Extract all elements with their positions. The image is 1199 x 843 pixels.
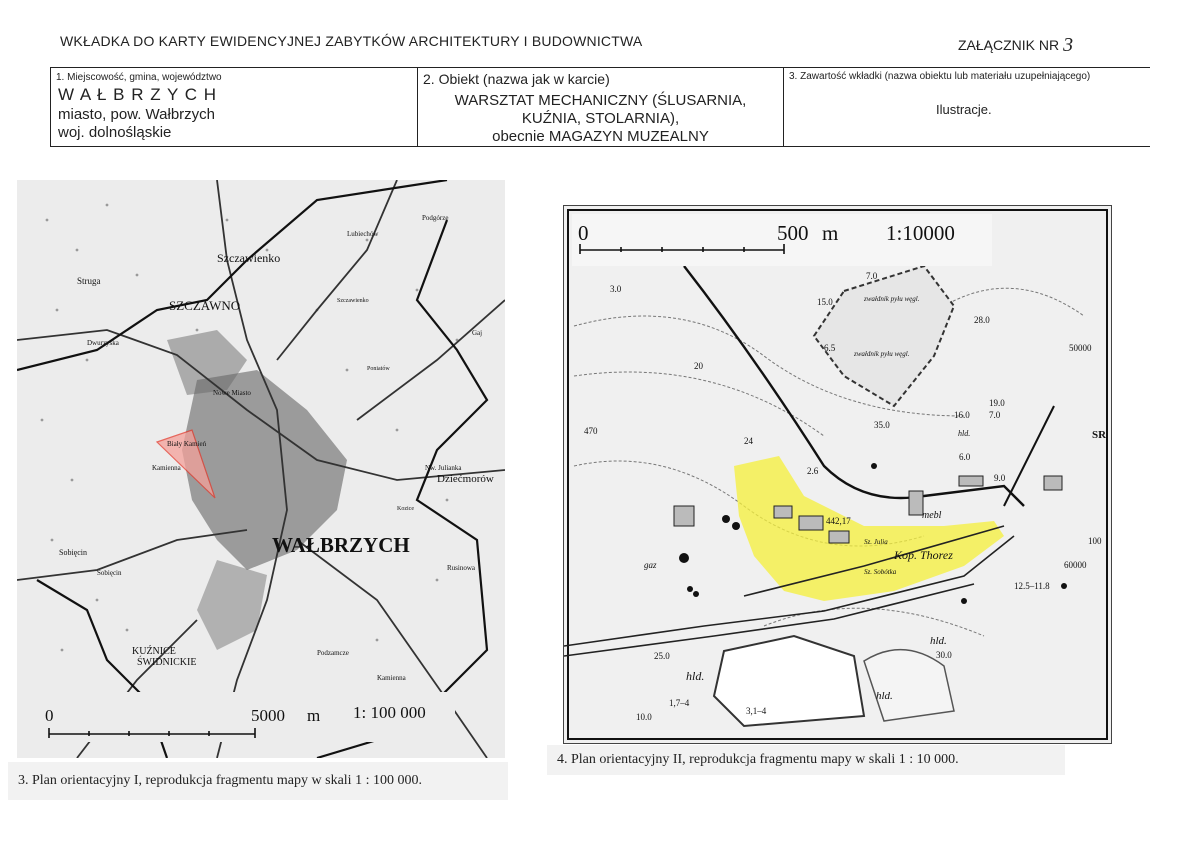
label-szczawienko: Szczawienko: [217, 251, 281, 265]
svg-text:6.5: 6.5: [824, 343, 836, 353]
detail-map-10k: [563, 205, 1112, 744]
svg-text:7.0: 7.0: [866, 271, 878, 281]
label-lubiechow: Lubiechów: [347, 230, 379, 238]
label-kamienna: Kamienna: [152, 464, 181, 472]
svg-text:10.0: 10.0: [636, 712, 652, 722]
locality-voivodeship: woj. dolnośląskie: [58, 124, 172, 141]
label-gaj: Gaj: [472, 329, 483, 337]
table-left-border: [50, 67, 51, 147]
label-podgorze: Podgórze: [422, 214, 449, 222]
scale-ratio-detail: 1:10000: [886, 221, 955, 245]
label-sz-julia: Sz. Julia: [864, 538, 888, 546]
svg-text:3,1–4: 3,1–4: [746, 706, 767, 716]
svg-text:60000: 60000: [1064, 560, 1087, 570]
label-sz-sobotka: Sz. Sobótka: [864, 568, 897, 576]
svg-text:470: 470: [584, 426, 598, 436]
svg-text:1,7–4: 1,7–4: [669, 698, 690, 708]
overview-map-drawing: [17, 180, 505, 758]
svg-text:30.0: 30.0: [936, 650, 952, 660]
page-title: WKŁADKA DO KARTY EWIDENCYJNEJ ZABYTKÓW ARCHITEKTURY I BUDOWNICTWA: [60, 33, 643, 49]
label-nw-julianka: Nw. Julianka: [425, 464, 462, 472]
locality-county: miasto, pow. Wałbrzych: [58, 106, 215, 123]
label-mebl: mebl: [922, 510, 942, 521]
object-name-line3: obecnie MAGAZYN MUZEALNY: [492, 128, 709, 145]
overview-map-100k: [17, 180, 505, 758]
label-walbrzych: WAŁBRZYCH: [272, 533, 410, 557]
label-swidnickie: ŚWIDNICKIE: [137, 657, 197, 668]
svg-text:7.0: 7.0: [989, 410, 1001, 420]
scale-distance-detail: 500: [777, 221, 809, 245]
label-sobiecin-dolny: Sobięcin: [97, 569, 122, 577]
annex-label: [958, 33, 1073, 56]
scale-unit-detail: m: [822, 221, 839, 245]
caption-map-10k: 4. Plan orientacyjny II, reprodukcja fragmentu mapy w skali 1 : 10 000.: [547, 745, 1065, 775]
label-hld-2: hld.: [930, 635, 947, 647]
label-dwurzyska: Dwurzyska: [87, 339, 119, 347]
scale-unit: m: [307, 706, 321, 725]
label-kop-thorez: Kop. Thorez: [894, 548, 953, 562]
label-hld-3: hld.: [876, 690, 893, 702]
contents-value: Ilustracje.: [936, 102, 992, 117]
svg-text:35.0: 35.0: [874, 420, 890, 430]
object-name-line2: KUŹNIA, STOLARNIA),: [521, 110, 680, 127]
label-sr: SR: [1092, 429, 1107, 441]
svg-text:15.0: 15.0: [817, 297, 833, 307]
label-hld-4: hld.: [958, 429, 971, 438]
scale-zero-detail: 0: [578, 221, 589, 245]
annex-label-text: ZAŁĄCZNIK NR: [958, 37, 1060, 53]
label-rusinowa: Rusinowa: [447, 564, 475, 572]
label-elevation: 442,17: [826, 516, 851, 526]
svg-text:3.0: 3.0: [610, 284, 622, 294]
svg-text:50000: 50000: [1069, 343, 1092, 353]
svg-text:9.0: 9.0: [994, 473, 1006, 483]
contents-label: 3. Zawartość wkładki (nazwa obiektu lub materiału uzupełniającego): [789, 71, 1091, 82]
label-heap-2: zwałdnik pyłu węgl.: [854, 350, 910, 358]
object-label: 2. Obiekt (nazwa jak w karcie): [423, 71, 610, 87]
svg-text:25.0: 25.0: [654, 651, 670, 661]
svg-text:28.0: 28.0: [974, 315, 990, 325]
label-kamienna-gora: Kamienna: [377, 674, 406, 682]
svg-text:2.6: 2.6: [807, 466, 819, 476]
locality-city: W A Ł B R Z Y C H: [58, 85, 218, 104]
label-kozice: Kozice: [397, 506, 414, 512]
label-hld-1: hld.: [686, 669, 705, 683]
label-nowe-miasto: Nowe Miasto: [213, 389, 251, 397]
svg-text:16.0: 16.0: [954, 410, 970, 420]
scale-zero: 0: [45, 706, 54, 725]
caption-map-100k: 3. Plan orientacyjny I, reprodukcja fragmentu mapy w skali 1 : 100 000.: [8, 762, 508, 800]
label-szczawienko-small: Szczawienko: [337, 298, 369, 304]
scale-ratio: 1: 100 000: [353, 703, 426, 722]
annex-number: 3: [1063, 34, 1074, 56]
label-sobiecin: Sobięcin: [59, 548, 87, 557]
svg-text:19.0: 19.0: [989, 398, 1005, 408]
label-struga: Struga: [77, 276, 101, 286]
svg-text:20: 20: [694, 361, 703, 371]
label-kuznice: KUŹNICE: [132, 646, 176, 657]
label-podzamcze: Podzamcze: [317, 649, 349, 657]
svg-text:24: 24: [744, 436, 753, 446]
detail-map-drawing: [564, 206, 1111, 743]
label-bialy-kamien: Biały Kamień: [167, 440, 207, 448]
svg-text:12.5–11.8: 12.5–11.8: [1014, 581, 1050, 591]
table-bottom-border: [50, 146, 1150, 147]
label-poniatow: Poniatów: [367, 366, 390, 372]
scale-distance: 5000: [251, 706, 285, 725]
table-divider-2: [783, 67, 784, 147]
svg-text:6.0: 6.0: [959, 452, 971, 462]
locality-label: 1. Miejscowość, gmina, województwo: [56, 72, 222, 83]
label-heap-1: zwałdnik pyłu węgl.: [864, 295, 920, 303]
label-gaz: gaz: [644, 560, 657, 570]
table-top-border: [50, 67, 1150, 68]
label-szczawno: SZCZAWNO: [169, 298, 241, 313]
svg-text:100: 100: [1088, 536, 1102, 546]
object-name-line1: WARSZTAT MECHANICZNY (ŚLUSARNIA,: [454, 92, 747, 109]
label-dziecmorow: Dziećmorów: [437, 473, 494, 485]
